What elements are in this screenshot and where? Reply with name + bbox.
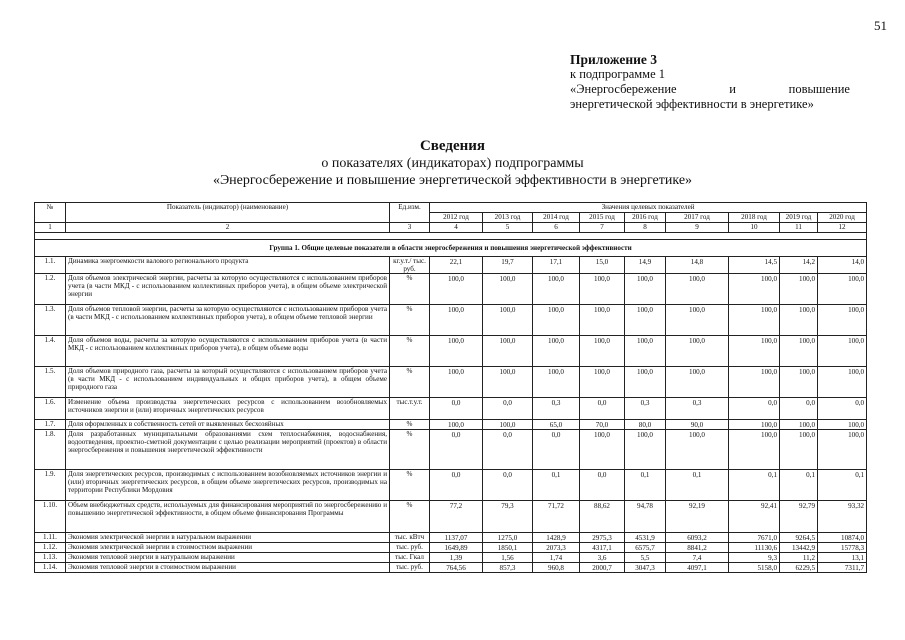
value-cell: 4317,1 — [580, 543, 625, 553]
header-column-number: 12 — [818, 223, 867, 233]
value-cell: 100,0 — [666, 367, 729, 398]
indicator-name: Доля объемов воды, расчеты за которую осуществляются с использованием приборов учета (в части МКД - с использованием коллективных приборов учета), в общем объеме воды — [66, 336, 390, 367]
table-row — [35, 420, 867, 430]
indicator-name: Динамика энергоемкости валового регионального продукта — [66, 257, 390, 274]
heading-program-name: «Энергосбережение и повышение энергетической эффективности в энергетике» — [212, 173, 693, 188]
value-cell: 5158,0 — [729, 563, 780, 573]
value-cell: 0,0 — [430, 430, 483, 470]
row-number: 1.11. — [35, 533, 66, 543]
value-cell: 2000,7 — [580, 563, 625, 573]
header-values-group: Значения целевых показателей — [430, 203, 867, 213]
value-cell: 100,0 — [483, 367, 533, 398]
header-column-number: 2 — [66, 223, 390, 233]
header-name: Показатель (индикатор) (наименование) — [66, 203, 390, 223]
value-cell: 100,0 — [430, 367, 483, 398]
indicator-name: Экономия тепловой энергии в стоимостном выражении — [66, 563, 390, 573]
appendix-subprogram-name-line2: энергетической эффективности в энергетике» — [570, 97, 814, 111]
value-cell: 100,0 — [483, 274, 533, 305]
value-cell: 92,19 — [666, 501, 729, 533]
value-cell: 0,1 — [666, 470, 729, 501]
value-cell: 960,8 — [533, 563, 580, 573]
unit-cell: тыс. Гкал — [390, 553, 430, 563]
value-cell: 3047,3 — [625, 563, 666, 573]
page-number: 51 — [874, 18, 887, 33]
header-num: № — [35, 203, 66, 223]
value-cell: 100,0 — [666, 305, 729, 336]
header-year: 2015 год — [580, 213, 625, 223]
row-number: 1.12. — [35, 543, 66, 553]
value-cell: 22,1 — [430, 257, 483, 274]
value-cell: 92,41 — [729, 501, 780, 533]
indicator-name: Доля объемов электрической энергии, расчеты за которую осуществляются с использованием приборов учета (в части МКД - с использованием коллективных приборов учета), в общем объеме электрической энергии — [66, 274, 390, 305]
value-cell: 13442,9 — [780, 543, 818, 553]
value-cell: 0,0 — [533, 430, 580, 470]
value-cell: 100,0 — [625, 305, 666, 336]
indicator-name: Доля оформленных в собственность сетей от выявленных бесхозяйных — [66, 420, 390, 430]
value-cell: 100,0 — [818, 367, 867, 398]
value-cell: 13,1 — [818, 553, 867, 563]
header-year: 2019 год — [780, 213, 818, 223]
header-column-number: 10 — [729, 223, 780, 233]
heading-subtitle: о показателях (индикаторах) подпрограммы — [321, 156, 584, 171]
value-cell: 100,0 — [818, 430, 867, 470]
header-column-number: 6 — [533, 223, 580, 233]
indicator-name: Экономия тепловой энергии в натуральном выражении — [66, 553, 390, 563]
value-cell: 100,0 — [580, 305, 625, 336]
row-number: 1.4. — [35, 336, 66, 367]
value-cell: 1850,1 — [483, 543, 533, 553]
value-cell: 0,0 — [483, 470, 533, 501]
value-cell: 65,0 — [533, 420, 580, 430]
value-cell: 100,0 — [580, 367, 625, 398]
heading-title: Сведения — [419, 138, 486, 154]
unit-cell: % — [390, 501, 430, 533]
spacer-row — [35, 233, 867, 240]
value-cell: 3,6 — [580, 553, 625, 563]
header-year: 2017 год — [666, 213, 729, 223]
value-cell: 4097,1 — [666, 563, 729, 573]
appendix-word: и — [729, 82, 736, 96]
document-heading — [0, 138, 905, 189]
value-cell: 93,32 — [818, 501, 867, 533]
row-number: 1.10. — [35, 501, 66, 533]
value-cell: 4531,9 — [625, 533, 666, 543]
value-cell: 1428,9 — [533, 533, 580, 543]
value-cell: 100,0 — [483, 336, 533, 367]
value-cell: 0,3 — [666, 398, 729, 420]
value-cell: 8841,2 — [666, 543, 729, 553]
value-cell: 10874,0 — [818, 533, 867, 543]
header-column-number: 9 — [666, 223, 729, 233]
value-cell: 100,0 — [818, 336, 867, 367]
value-cell: 100,0 — [729, 367, 780, 398]
header-year: 2013 год — [483, 213, 533, 223]
value-cell: 100,0 — [780, 430, 818, 470]
header-column-number: 8 — [625, 223, 666, 233]
table-row — [35, 553, 867, 563]
value-cell: 100,0 — [780, 305, 818, 336]
appendix-subprogram-name-line1 — [570, 82, 850, 97]
row-number: 1.1. — [35, 257, 66, 274]
value-cell: 1649,89 — [430, 543, 483, 553]
table-row — [35, 533, 867, 543]
indicator-name: Объем внебюджетных средств, используемых для финансирования мероприятий по энергосбережению и повышению энергетической эффективности, в общем объеме финансирования Программы — [66, 501, 390, 533]
value-cell: 11130,6 — [729, 543, 780, 553]
appendix-block — [570, 52, 850, 112]
header-year: 2020 год — [818, 213, 867, 223]
value-cell: 6229,5 — [780, 563, 818, 573]
value-cell: 0,1 — [533, 470, 580, 501]
value-cell: 100,0 — [729, 274, 780, 305]
value-cell: 0,1 — [625, 470, 666, 501]
row-number: 1.2. — [35, 274, 66, 305]
value-cell: 764,56 — [430, 563, 483, 573]
value-cell: 0,0 — [818, 398, 867, 420]
value-cell: 0,1 — [818, 470, 867, 501]
unit-cell: тыс. руб. — [390, 563, 430, 573]
row-number: 1.13. — [35, 553, 66, 563]
value-cell: 1,56 — [483, 553, 533, 563]
value-cell: 6575,7 — [625, 543, 666, 553]
table-row — [35, 563, 867, 573]
group-row — [35, 240, 867, 257]
value-cell: 100,0 — [666, 430, 729, 470]
value-cell: 100,0 — [729, 430, 780, 470]
value-cell: 100,0 — [533, 305, 580, 336]
row-number: 1.6. — [35, 398, 66, 420]
header-column-number: 4 — [430, 223, 483, 233]
value-cell: 100,0 — [818, 274, 867, 305]
table-row — [35, 336, 867, 367]
value-cell: 100,0 — [780, 274, 818, 305]
value-cell: 100,0 — [533, 367, 580, 398]
value-cell: 100,0 — [666, 336, 729, 367]
table-row — [35, 430, 867, 470]
value-cell: 0,0 — [580, 470, 625, 501]
value-cell: 1,74 — [533, 553, 580, 563]
value-cell: 70,0 — [580, 420, 625, 430]
value-cell: 1,39 — [430, 553, 483, 563]
value-cell: 2975,3 — [580, 533, 625, 543]
value-cell: 92,79 — [780, 501, 818, 533]
unit-cell: % — [390, 367, 430, 398]
table-row — [35, 305, 867, 336]
value-cell: 14,2 — [780, 257, 818, 274]
header-year: 2014 год — [533, 213, 580, 223]
unit-cell: % — [390, 305, 430, 336]
header-column-number: 11 — [780, 223, 818, 233]
value-cell: 100,0 — [483, 420, 533, 430]
value-cell: 100,0 — [430, 305, 483, 336]
value-cell: 14,9 — [625, 257, 666, 274]
value-cell: 7671,0 — [729, 533, 780, 543]
value-cell: 100,0 — [625, 430, 666, 470]
value-cell: 19,7 — [483, 257, 533, 274]
value-cell: 100,0 — [780, 336, 818, 367]
value-cell: 100,0 — [625, 336, 666, 367]
header-column-number: 7 — [580, 223, 625, 233]
table-row — [35, 398, 867, 420]
value-cell: 100,0 — [430, 420, 483, 430]
value-cell: 0,0 — [780, 398, 818, 420]
value-cell: 100,0 — [483, 305, 533, 336]
spacer-cell — [35, 233, 867, 240]
value-cell: 17,1 — [533, 257, 580, 274]
value-cell: 14,5 — [729, 257, 780, 274]
indicator-name: Доля объемов тепловой энергии, расчеты за которую осуществляются с использованием приборов учета (в части МКД - с использованием коллективных приборов учета), в общем объеме тепловой энергии — [66, 305, 390, 336]
value-cell: 100,0 — [666, 274, 729, 305]
value-cell: 100,0 — [818, 305, 867, 336]
indicator-name: Доля объемов природного газа, расчеты за который осуществляются с использованием приборов учета (в части МКД - с использованием индивидуальных и общих приборов учета), в общем объеме природного газа — [66, 367, 390, 398]
value-cell: 94,78 — [625, 501, 666, 533]
value-cell: 0,1 — [780, 470, 818, 501]
value-cell: 15,0 — [580, 257, 625, 274]
value-cell: 0,0 — [729, 398, 780, 420]
unit-cell: % — [390, 470, 430, 501]
value-cell: 0,3 — [533, 398, 580, 420]
unit-cell: % — [390, 274, 430, 305]
header-year: 2018 год — [729, 213, 780, 223]
value-cell: 5,5 — [625, 553, 666, 563]
unit-cell: тыс.т.у.т. — [390, 398, 430, 420]
appendix-title: Приложение 3 — [570, 52, 658, 67]
row-number: 1.9. — [35, 470, 66, 501]
value-cell: 100,0 — [430, 274, 483, 305]
value-cell: 2073,3 — [533, 543, 580, 553]
value-cell: 100,0 — [580, 430, 625, 470]
value-cell: 100,0 — [780, 420, 818, 430]
unit-cell: тыс. кВтч — [390, 533, 430, 543]
value-cell: 100,0 — [580, 274, 625, 305]
value-cell: 88,62 — [580, 501, 625, 533]
table-row — [35, 257, 867, 274]
value-cell: 15778,3 — [818, 543, 867, 553]
header-column-number: 3 — [390, 223, 430, 233]
header-year: 2016 год — [625, 213, 666, 223]
value-cell: 1137,07 — [430, 533, 483, 543]
value-cell: 0,0 — [483, 398, 533, 420]
indicators-table — [34, 202, 867, 573]
appendix-word: повышение — [788, 82, 850, 96]
value-cell: 100,0 — [729, 420, 780, 430]
value-cell: 9,3 — [729, 553, 780, 563]
indicator-name: Экономия электрической энергии в стоимостном выражении — [66, 543, 390, 553]
indicator-name: Доля разработанных муниципальными образованиями схем теплоснабжения, водоснабжения, водоотведения, проектно-сметной документации с целью реализации мероприятий (проектов) в области энергосбережения и повышения энергетической эффективности — [66, 430, 390, 470]
table-row — [35, 501, 867, 533]
indicator-name: Доля энергетических ресурсов, производимых с использованием возобновляемых источников энергии и (или) вторичных энергетических ресурсов, в общем объеме энергетических ресурсов, производимых на территории Республики Мордовия — [66, 470, 390, 501]
value-cell: 1275,0 — [483, 533, 533, 543]
header-column-number: 5 — [483, 223, 533, 233]
value-cell: 100,0 — [533, 274, 580, 305]
value-cell: 100,0 — [729, 305, 780, 336]
value-cell: 0,0 — [580, 398, 625, 420]
unit-cell: тыс. руб. — [390, 543, 430, 553]
value-cell: 7311,7 — [818, 563, 867, 573]
value-cell: 100,0 — [780, 367, 818, 398]
table-row — [35, 470, 867, 501]
indicator-name: Изменение объема производства энергетических ресурсов с использованием возобновляемых источников энергии и (или) вторичных энергетических ресурсов — [66, 398, 390, 420]
row-number: 1.3. — [35, 305, 66, 336]
row-number: 1.7. — [35, 420, 66, 430]
table-row — [35, 274, 867, 305]
value-cell: 80,0 — [625, 420, 666, 430]
row-number: 1.14. — [35, 563, 66, 573]
table-row — [35, 543, 867, 553]
row-number: 1.5. — [35, 367, 66, 398]
value-cell: 0,0 — [430, 398, 483, 420]
value-cell: 100,0 — [533, 336, 580, 367]
header-column-number: 1 — [35, 223, 66, 233]
value-cell: 100,0 — [625, 367, 666, 398]
appendix-subprogram-ref: к подпрограмме 1 — [570, 67, 665, 81]
row-number: 1.8. — [35, 430, 66, 470]
group-title: Группа 1. Общие целевые показатели в области энергосбережения и повышения энергетической эффективности — [35, 240, 867, 257]
value-cell: 14,8 — [666, 257, 729, 274]
value-cell: 6093,2 — [666, 533, 729, 543]
header-year: 2012 год — [430, 213, 483, 223]
value-cell: 7,4 — [666, 553, 729, 563]
unit-cell: кг.у.т./ тыс. руб. — [390, 257, 430, 274]
value-cell: 9264,5 — [780, 533, 818, 543]
value-cell: 857,3 — [483, 563, 533, 573]
table-row — [35, 367, 867, 398]
value-cell: 77,2 — [430, 501, 483, 533]
header-column-numbers-row — [35, 223, 867, 233]
value-cell: 100,0 — [580, 336, 625, 367]
unit-cell: % — [390, 430, 430, 470]
value-cell: 71,72 — [533, 501, 580, 533]
header-unit: Ед.изм. — [390, 203, 430, 223]
header-row — [35, 203, 867, 213]
value-cell: 0,1 — [729, 470, 780, 501]
unit-cell: % — [390, 420, 430, 430]
value-cell: 14,0 — [818, 257, 867, 274]
appendix-word: «Энергосбережение — [570, 82, 677, 96]
value-cell: 100,0 — [729, 336, 780, 367]
indicator-name: Экономия электрической энергии в натуральном выражении — [66, 533, 390, 543]
value-cell: 100,0 — [430, 336, 483, 367]
value-cell: 0,3 — [625, 398, 666, 420]
value-cell: 90,0 — [666, 420, 729, 430]
value-cell: 100,0 — [625, 274, 666, 305]
value-cell: 100,0 — [818, 420, 867, 430]
unit-cell: % — [390, 336, 430, 367]
value-cell: 0,0 — [483, 430, 533, 470]
value-cell: 11,2 — [780, 553, 818, 563]
value-cell: 79,3 — [483, 501, 533, 533]
value-cell: 0,0 — [430, 470, 483, 501]
